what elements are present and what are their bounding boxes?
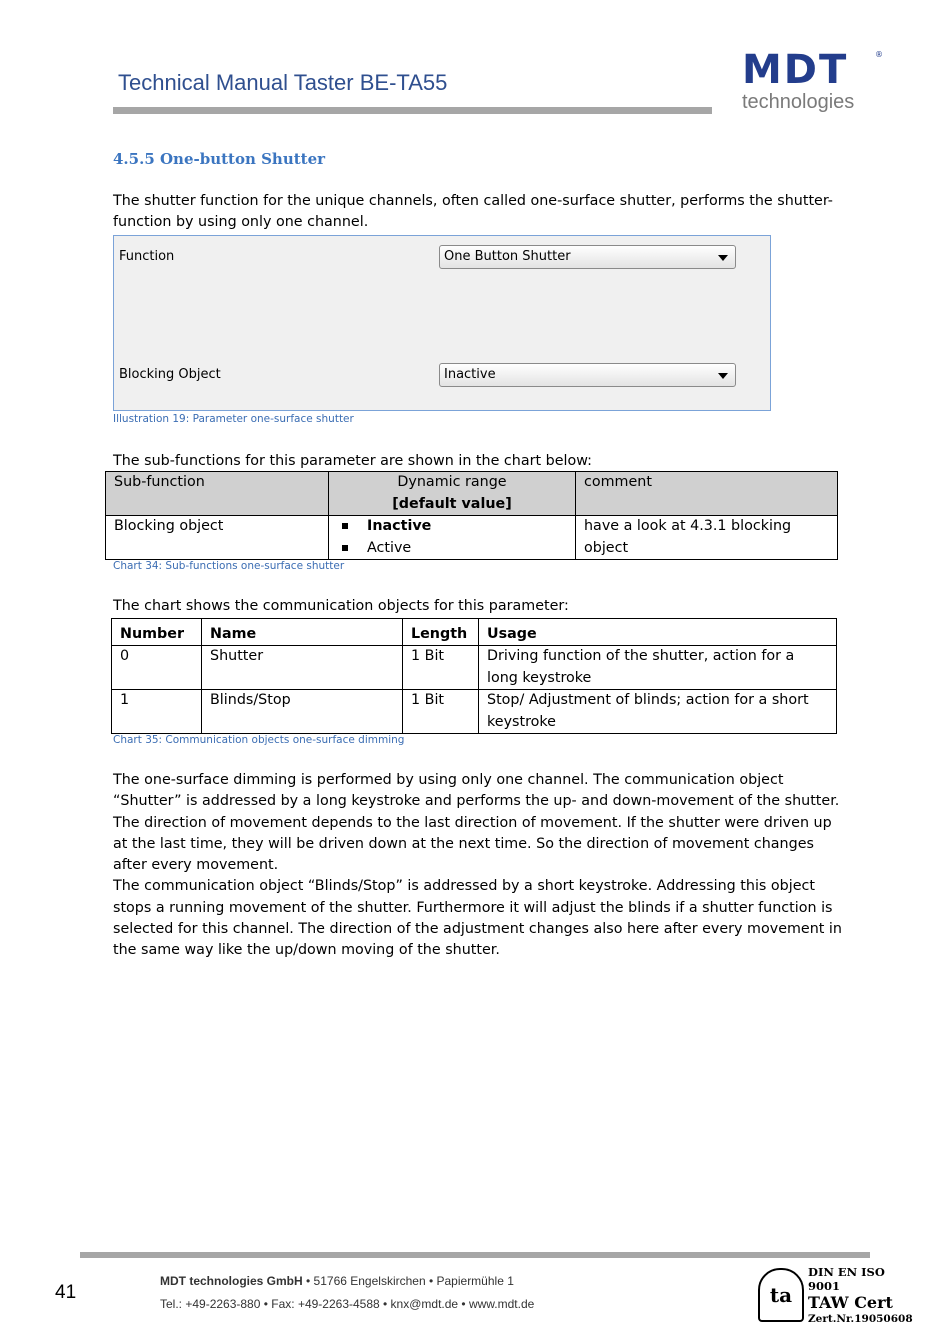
page-number: 41 [55, 1282, 77, 1303]
table-row [112, 646, 837, 690]
mdt-logo [742, 47, 883, 120]
cell-subfunction: Blocking object [106, 516, 329, 560]
section-heading: 4.5.5 One-button Shutter [113, 150, 326, 168]
table-header-row [106, 472, 838, 516]
cell-name: Blinds/Stop [202, 690, 403, 734]
cell-name: Shutter [202, 646, 403, 690]
chevron-down-icon [718, 255, 728, 261]
cell-comment: have a look at 4.3.1 blocking object [576, 516, 838, 560]
header-number: Number [112, 619, 202, 646]
cert-standard: DIN EN ISO 9001 [808, 1265, 885, 1293]
cert-text [808, 1265, 918, 1325]
table-header-row [112, 619, 837, 646]
registered-mark: ® [875, 50, 883, 59]
subfunction-intro: The sub-functions for this parameter are shown in the chart below: [113, 453, 592, 469]
header-subfunction: Sub-function [106, 472, 329, 516]
blocking-object-dropdown[interactable] [439, 363, 736, 387]
description [113, 770, 843, 962]
footer-company-line [160, 1274, 514, 1288]
cert-number: Zert.Nr.19050608 [808, 1313, 913, 1325]
option-item: Active [367, 538, 567, 560]
header-dynamic-range [329, 472, 576, 516]
header-comment: comment [576, 472, 838, 516]
taw-cert-icon: ta [758, 1268, 804, 1322]
logo-wordmark: MDT [742, 47, 849, 93]
subfunction-table [105, 471, 838, 560]
cell-length: 1 Bit [403, 690, 479, 734]
header-name: Name [202, 619, 403, 646]
intro-paragraph: The shutter function for the unique channels, often called one-surface shutter, performs the shutter-function by using only one channel. [113, 193, 833, 231]
header-default-label: [default value] [392, 495, 512, 512]
option-default: Inactive [367, 516, 567, 538]
cell-number: 0 [112, 646, 202, 690]
description-paragraph: The one-surface dimming is performed by using only one channel. The communication object “Shutter” is addressed by a long keystroke and performs the up- and down-movement of the shutter. The direction of movement depends to the last direction of movement. If the shutter were driven up at the last time, they will be driven down at the next time. So the direction of movement changes after every movement. [113, 772, 840, 874]
illustration-caption: Illustration 19: Parameter one-surface shutter [113, 413, 354, 425]
objects-table [111, 618, 837, 734]
header-usage: Usage [479, 619, 837, 646]
objects-intro: The chart shows the communication objects for this parameter: [113, 598, 569, 614]
header-divider [113, 107, 712, 114]
objects-caption: Chart 35: Communication objects one-surface dimming [113, 734, 405, 746]
table-row [112, 690, 837, 734]
footer-address: • 51766 Engelskirchen • Papiermühle 1 [306, 1274, 514, 1288]
cell-usage: Stop/ Adjustment of blinds; action for a short keystroke [479, 690, 837, 734]
blocking-object-label: Blocking Object [119, 367, 221, 382]
footer-company: MDT technologies GmbH [160, 1274, 303, 1288]
footer-divider [80, 1252, 870, 1258]
blocking-object-dropdown-value: Inactive [444, 367, 496, 382]
function-dropdown[interactable] [439, 245, 736, 269]
cell-options [329, 516, 576, 560]
cell-length: 1 Bit [403, 646, 479, 690]
table-row [106, 516, 838, 560]
function-label: Function [119, 249, 175, 264]
document-title: Technical Manual Taster BE-TA55 [118, 70, 448, 95]
cell-usage: Driving function of the shutter, action for a long keystroke [479, 646, 837, 690]
cell-number: 1 [112, 690, 202, 734]
description-paragraph: The communication object “Blinds/Stop” is addressed by a short keystroke. Addressing this object stops a running movement of the shutter. Furthermore it will adjust the blinds if a shutter function is selected for this channel. The direction of the adjustment changes also here after every movement in the same way like the up/down moving of the shutter. [113, 878, 842, 959]
cert-issuer: TAW Cert [808, 1293, 893, 1312]
logo-subtitle: technologies [742, 91, 855, 113]
certification-badge [758, 1265, 918, 1325]
footer-contact: Tel.: +49-2263-880 • Fax: +49-2263-4588 • knx@mdt.de • www.mdt.de [160, 1297, 535, 1311]
function-dropdown-value: One Button Shutter [444, 249, 571, 264]
header-length: Length [403, 619, 479, 646]
chevron-down-icon [718, 373, 728, 379]
subfunction-caption: Chart 34: Sub-functions one-surface shutter [113, 560, 345, 572]
header-range-label: Dynamic range [397, 474, 507, 490]
